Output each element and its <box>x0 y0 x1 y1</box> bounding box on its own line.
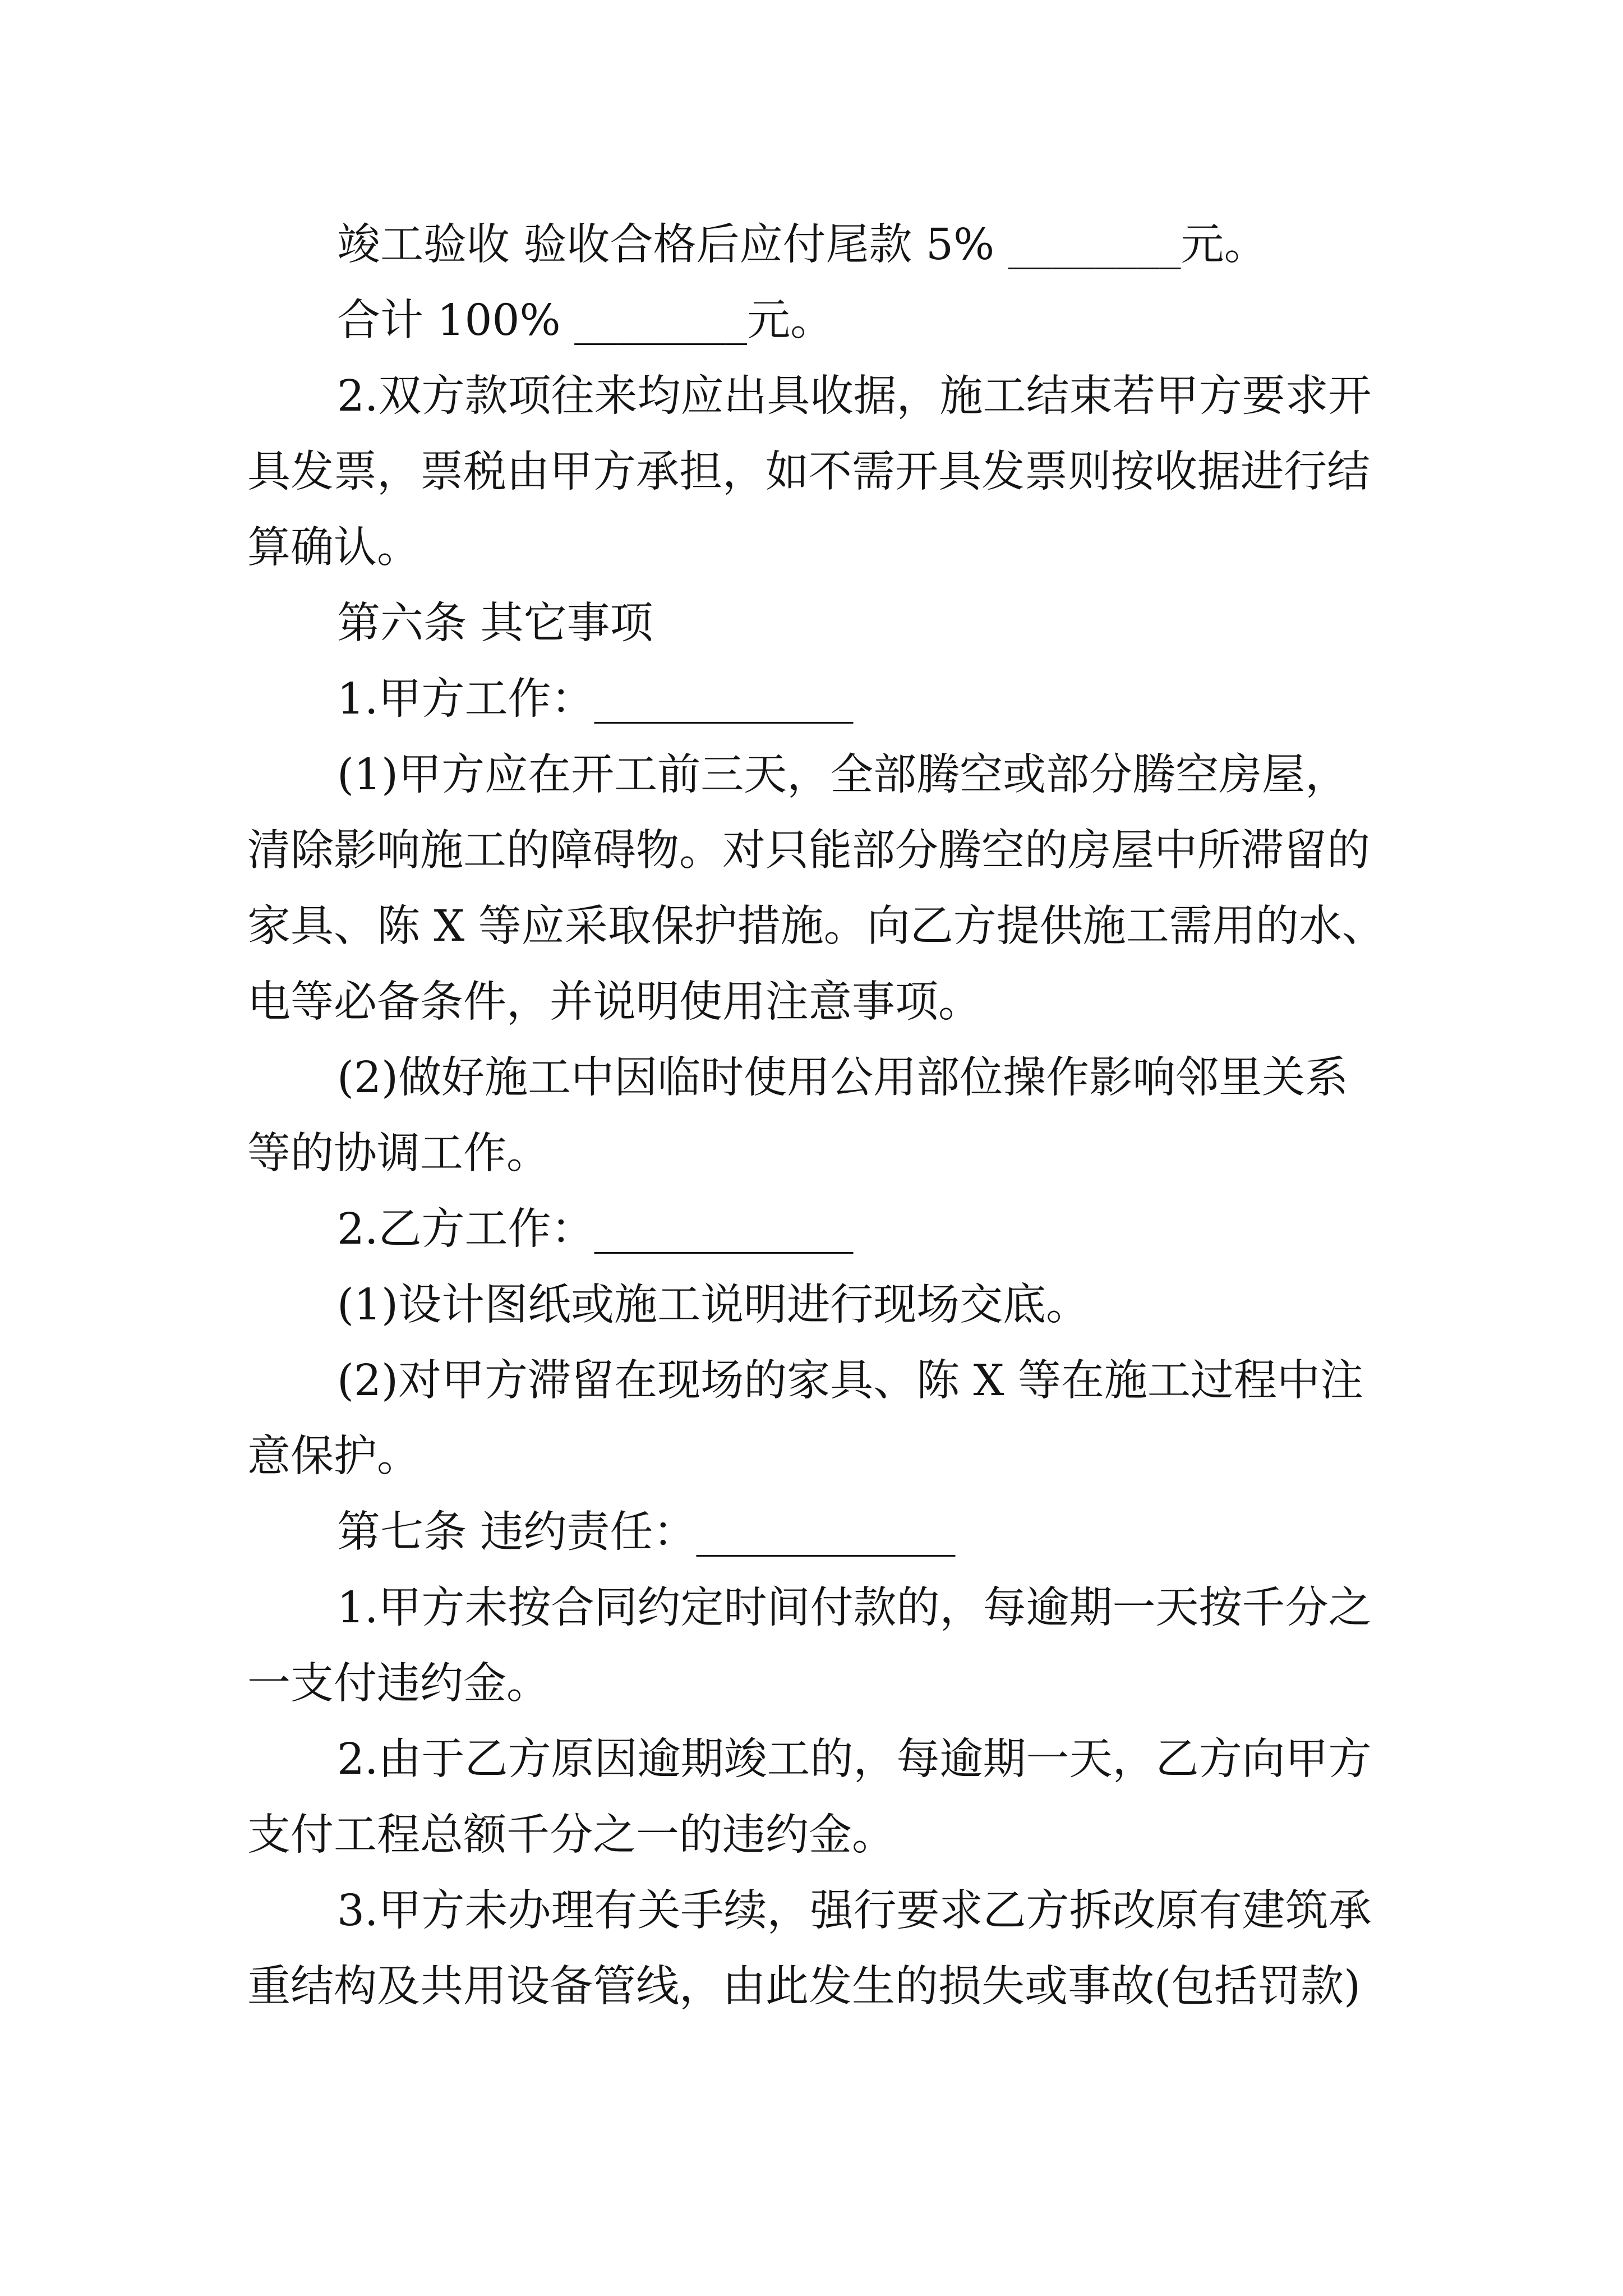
section-heading: 第六条 其它事项 <box>337 599 653 648</box>
paragraph-party-a-work <box>247 661 1453 737</box>
paragraph-breach-item-2 <box>247 1722 1453 1873</box>
paragraph-party-b-work <box>247 1191 1453 1267</box>
text-line: (1)甲方应在开工前三天，全部腾空或部分腾空房屋， <box>337 750 1349 800</box>
text-line: 2.由于乙方原因逾期竣工的，每逾期一天，乙方向甲方 <box>337 1734 1372 1784</box>
text-line: (1)设计图纸或施工说明进行现场交底。 <box>337 1280 1090 1330</box>
paragraph-party-a-item-2 <box>247 1040 1453 1191</box>
paragraph-breach-item-1 <box>247 1570 1453 1722</box>
paragraph-final-acceptance-payment <box>247 207 1453 283</box>
text-line: 电等必备条件，并说明使用注意事项。 <box>247 977 981 1027</box>
text-line: 1.甲方工作：____________ <box>337 674 854 724</box>
text-line: 3.甲方未办理有关手续，强行要求乙方拆改原有建筑承 <box>337 1886 1372 1936</box>
section-heading-article-7 <box>247 1494 1453 1570</box>
text-line: 2.乙方工作：____________ <box>337 1204 854 1254</box>
text-line: 家具、陈 X 等应采取保护措施。向乙方提供施工需用的水、 <box>247 901 1385 951</box>
text-line: (2)对甲方滞留在现场的家具、陈 X 等在施工过程中注 <box>337 1356 1363 1406</box>
text-line: 具发票，票税由甲方承担，如不需开具发票则按收据进行结 <box>247 447 1370 497</box>
section-heading: 第七条 违约责任：____________ <box>337 1507 956 1557</box>
text-line: 合计 100% ________元。 <box>337 296 834 346</box>
paragraph-party-b-item-2 <box>247 1343 1453 1494</box>
document-body <box>247 207 1453 2024</box>
text-line: 竣工验收 验收合格后应付尾款 5% ________元。 <box>337 220 1267 270</box>
text-line: 一支付违约金。 <box>247 1659 550 1709</box>
paragraph-party-a-item-1 <box>247 737 1453 1040</box>
text-line: 2.双方款项往来均应出具收据，施工结束若甲方要求开 <box>337 371 1372 421</box>
text-line: 清除影响施工的障碍物。对只能部分腾空的房屋中所滞留的 <box>247 826 1370 876</box>
paragraph-party-b-item-1 <box>247 1267 1453 1343</box>
text-line: 算确认。 <box>247 523 420 573</box>
text-line: 意保护。 <box>247 1432 420 1481</box>
text-line: 1.甲方未按合同约定时间付款的，每逾期一天按千分之 <box>337 1583 1372 1633</box>
paragraph-total <box>247 283 1453 358</box>
paragraph-receipts-invoices <box>247 358 1453 586</box>
text-line: (2)做好施工中因临时使用公用部位操作影响邻里关系 <box>337 1053 1349 1103</box>
text-line: 支付工程总额千分之一的违约金。 <box>247 1810 895 1860</box>
paragraph-breach-item-3 <box>247 1873 1453 2024</box>
section-heading-article-6 <box>247 586 1453 661</box>
text-line: 重结构及共用设备管线，由此发生的损失或事故(包括罚款) <box>247 1962 1361 2012</box>
text-line: 等的协调工作。 <box>247 1129 550 1179</box>
